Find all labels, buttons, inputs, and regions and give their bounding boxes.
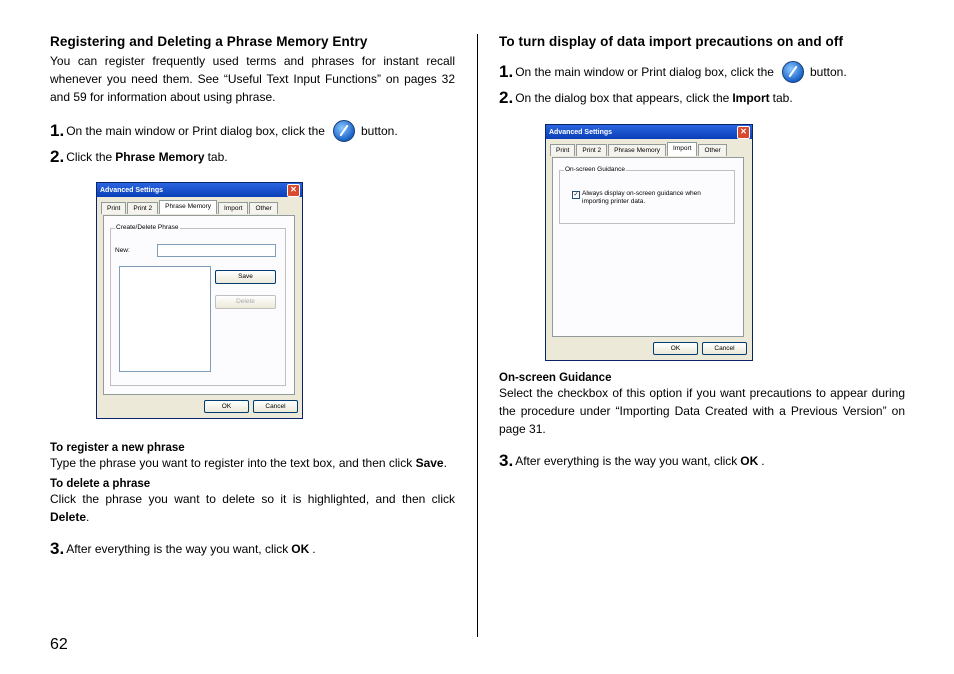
- left-step-3: [50, 538, 455, 560]
- step-text: On the main window or Print dialog box, click the: [66, 124, 325, 138]
- register-bold: Save: [415, 456, 444, 470]
- step-number: 3.: [499, 451, 514, 470]
- step-number: 2.: [499, 88, 514, 107]
- step-text: On the dialog box that appears, click the: [515, 91, 730, 105]
- tab-panel: [552, 157, 744, 337]
- tab-other[interactable]: Other: [249, 202, 277, 214]
- right-column: [499, 34, 905, 109]
- left-step-1: [50, 120, 455, 142]
- create-delete-group: [110, 224, 286, 386]
- right-step-2: [499, 87, 905, 109]
- delete-text: Click the phrase you want to delete so it is highlighted, and then click Delete.: [50, 492, 455, 524]
- step-bold-text: Phrase Memory: [115, 150, 205, 164]
- new-phrase-input[interactable]: [157, 244, 276, 257]
- dialog-title: Advanced Settings: [549, 128, 613, 136]
- step-bold-text: OK: [740, 454, 759, 468]
- cancel-button[interactable]: Cancel: [702, 342, 747, 355]
- step-text: On the main window or Print dialog box, click the: [515, 65, 774, 79]
- ok-button[interactable]: OK: [204, 400, 249, 413]
- left-step-2: [50, 146, 455, 168]
- close-icon[interactable]: ✕: [737, 126, 750, 139]
- tab-print-2[interactable]: Print 2: [127, 202, 158, 214]
- advanced-settings-icon: [333, 120, 355, 142]
- left-column: [50, 34, 455, 168]
- step-text: .: [761, 454, 765, 468]
- step-text: tab.: [207, 150, 228, 164]
- step-number: 1.: [499, 62, 514, 81]
- delete-heading: To delete a phrase: [50, 478, 151, 490]
- right-step-3: [499, 450, 905, 472]
- dialog-title-bar: [97, 183, 302, 197]
- step-bold-text: OK: [291, 542, 310, 556]
- right-lower-section: [499, 372, 905, 472]
- delete-text-body: Click the phrase you want to delete so it is highlighted, and then click: [50, 492, 455, 506]
- step-text: After everything is the way you want, click: [66, 542, 289, 556]
- dialog-title: Advanced Settings: [100, 186, 164, 194]
- register-heading: To register a new phrase: [50, 442, 185, 454]
- guidance-checkbox[interactable]: ✓: [573, 192, 579, 198]
- left-intro: You can register frequently used terms and phrases for instant recall whenever you need them. See “Useful Text Input Functions” on pages 32 and 59 for information about using phrase.: [50, 54, 455, 104]
- cancel-button[interactable]: Cancel: [253, 400, 298, 413]
- dialog-tabs: [101, 202, 279, 214]
- tab-print[interactable]: Print: [550, 144, 575, 156]
- group-label: On-screen Guidance: [565, 166, 625, 173]
- group-label: Create/Delete Phrase: [116, 224, 179, 231]
- step-number: 1.: [50, 121, 65, 140]
- tab-other[interactable]: Other: [698, 144, 726, 156]
- advanced-settings-icon: [782, 61, 804, 83]
- onscreen-guidance-group: [559, 166, 735, 224]
- step-text: button.: [809, 65, 847, 79]
- left-section-title: Registering and Deleting a Phrase Memory Entry: [50, 34, 368, 49]
- close-icon[interactable]: ✕: [287, 184, 300, 197]
- tab-print[interactable]: Print: [101, 202, 126, 214]
- step-text: After everything is the way you want, click: [515, 454, 738, 468]
- tab-panel: [103, 215, 295, 395]
- checkbox-label: Always display on-screen guidance when importing printer data.: [582, 190, 701, 205]
- step-bold-text: Import: [732, 91, 770, 105]
- tab-import[interactable]: Import: [218, 202, 248, 214]
- page-number: 62: [50, 636, 68, 653]
- ok-button[interactable]: OK: [653, 342, 698, 355]
- delete-bold: Delete: [50, 510, 87, 524]
- tab-import[interactable]: Import: [667, 142, 697, 156]
- step-number: 3.: [50, 539, 65, 558]
- new-label: New:: [115, 247, 130, 254]
- delete-button[interactable]: Delete: [215, 295, 276, 309]
- left-lower-section: [50, 442, 455, 560]
- advanced-settings-dialog-import: [545, 124, 753, 361]
- guidance-text: Select the checkbox of this option if you want precautions to appear during the procedure under “Importing Data Created with a Previous Version” on page 31.: [499, 386, 905, 436]
- column-divider: [477, 34, 478, 637]
- advanced-settings-dialog-phrase: [96, 182, 303, 419]
- register-text: Type the phrase you want to register into the text box, and then click Save.: [50, 456, 447, 470]
- guidance-heading: On-screen Guidance: [499, 372, 612, 384]
- dialog-title-bar: [546, 125, 752, 139]
- right-section-title: To turn display of data import precautions on and off: [499, 34, 844, 49]
- dialog-tabs: [550, 144, 728, 156]
- tab-print-2[interactable]: Print 2: [576, 144, 607, 156]
- register-text-body: Type the phrase you want to register into the text box, and then click: [50, 456, 413, 470]
- step-text: .: [312, 542, 316, 556]
- tab-phrase-memory[interactable]: Phrase Memory: [159, 200, 217, 214]
- phrase-list[interactable]: [119, 266, 211, 372]
- step-number: 2.: [50, 147, 65, 166]
- step-text: button.: [360, 124, 398, 138]
- tab-phrase-memory[interactable]: Phrase Memory: [608, 144, 666, 156]
- save-button[interactable]: Save: [215, 270, 276, 284]
- step-text: tab.: [772, 91, 793, 105]
- step-text: Click the: [66, 150, 113, 164]
- right-step-1: [499, 61, 905, 83]
